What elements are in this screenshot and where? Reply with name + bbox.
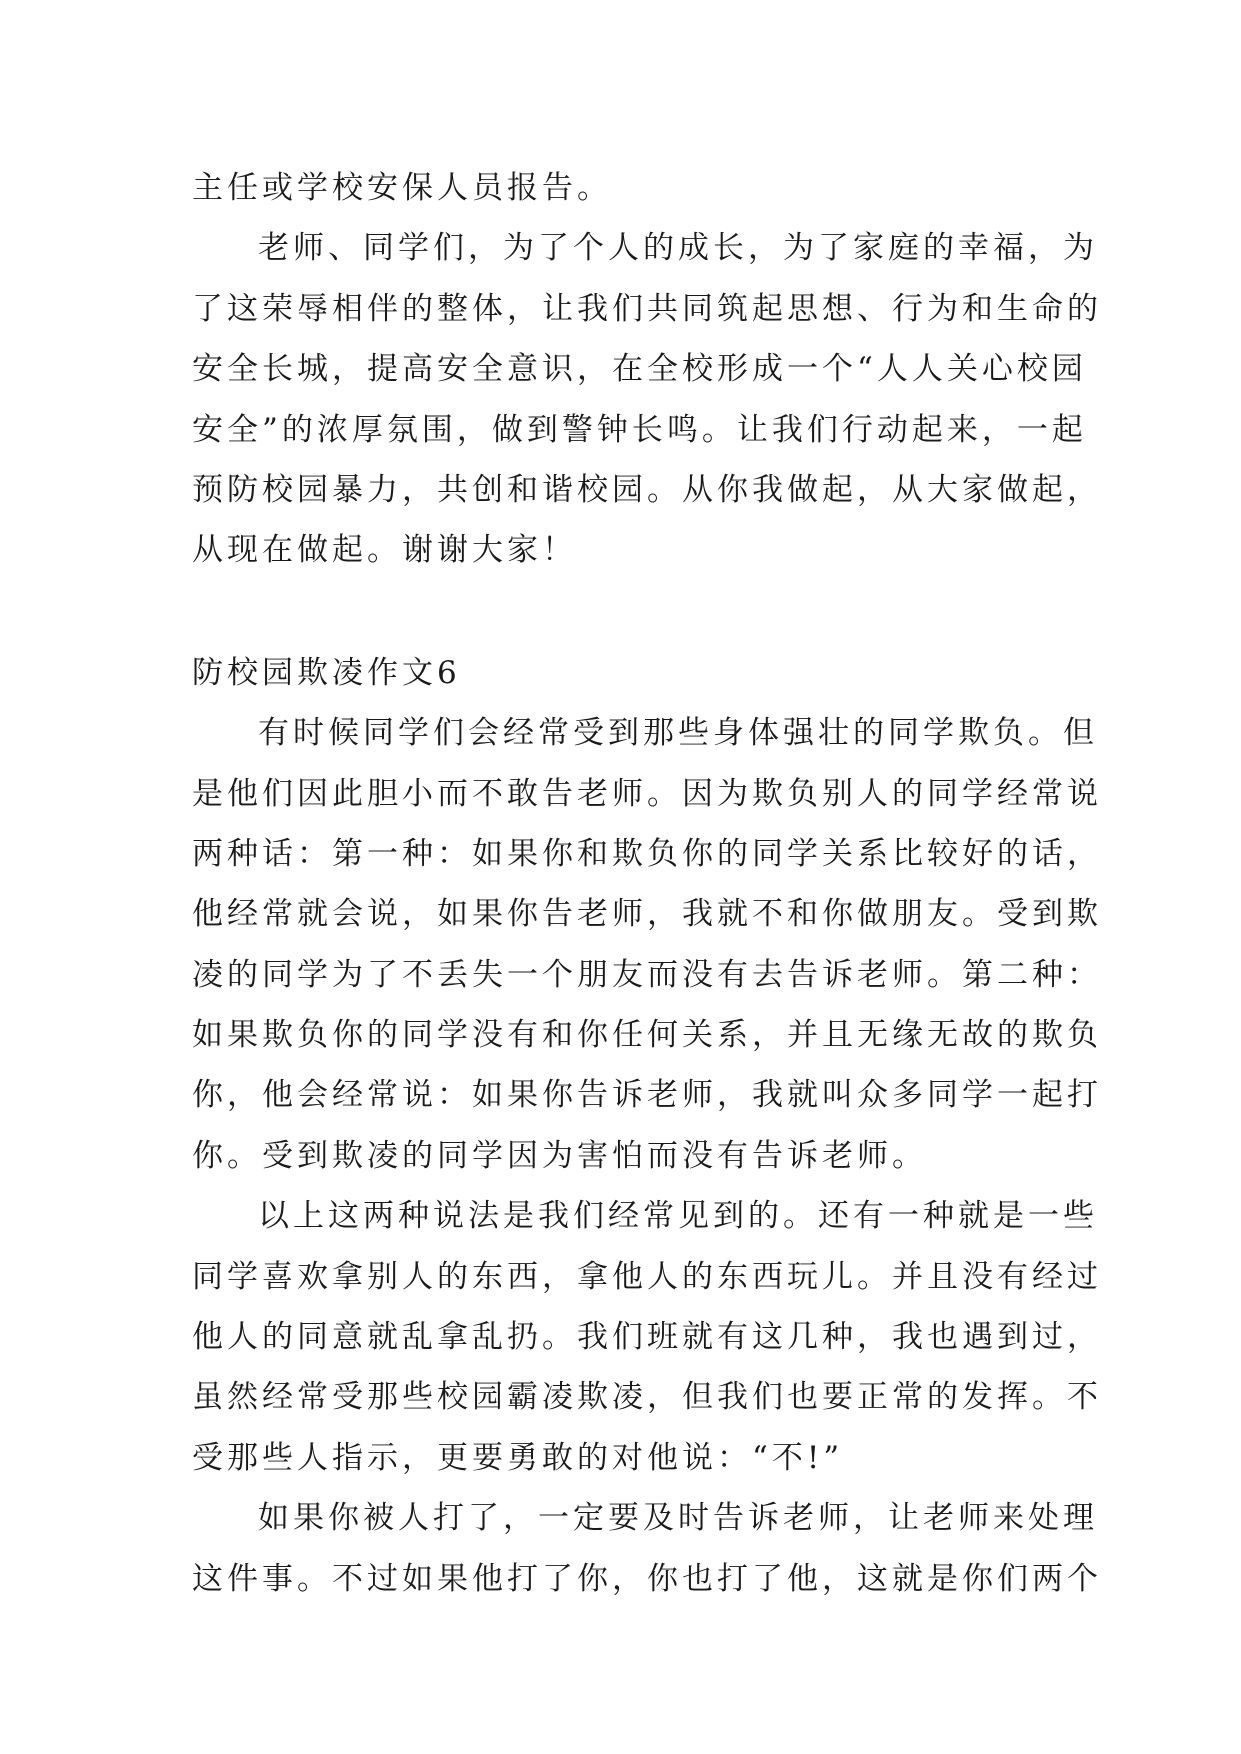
text-line: 有时候同学们会经常受到那些身体强壮的同学欺负。但 (258, 715, 1098, 752)
section-heading (192, 643, 1052, 703)
text-line: 你。受到欺凌的同学因为害怕而没有告诉老师。 (192, 1137, 927, 1174)
text-line: 安全”的浓厚氛围，做到警钟长鸣。让我们行动起来，一起 (192, 411, 1087, 448)
text-line: 从现在做起。谢谢大家！ (192, 532, 577, 569)
document-body (192, 158, 1102, 1609)
heading-text: 防校园欺凌作文6 (192, 654, 461, 691)
text-line: 预防校园暴力，共创和谐校园。从你我做起，从大家做起， (192, 471, 1102, 508)
text-line: 他人的同意就乱拿乱扔。我们班就有这几种，我也遇到过， (192, 1319, 1102, 1356)
paragraph (192, 1488, 1102, 1609)
paragraph (192, 703, 1102, 1186)
text-line: 凌的同学为了不丢失一个朋友而没有去告诉老师。第二种： (192, 956, 1102, 993)
text-line: 虽然经常受那些校园霸凌欺凌，但我们也要正常的发挥。不 (192, 1379, 1102, 1416)
paragraph (192, 1186, 1102, 1488)
text-line: 这件事。不过如果他打了你，你也打了他，这就是你们两个 (192, 1560, 1102, 1597)
text-line: 两种话：第一种：如果你和欺负你的同学关系比较好的话， (192, 835, 1102, 872)
text-line: 受那些人指示，更要勇敢的对他说：“不!” (192, 1439, 844, 1476)
text-line: 如果欺负你的同学没有和你任何关系，并且无缘无故的欺负 (192, 1017, 1102, 1054)
text-line: 他经常就会说，如果你告老师，我就不和你做朋友。受到欺 (192, 896, 1102, 933)
text-line: 是他们因此胆小而不敢告老师。因为欺负别人的同学经常说 (192, 775, 1102, 812)
text-line: 你，他会经常说：如果你告诉老师，我就叫众多同学一起打 (192, 1077, 1102, 1114)
text-line: 老师、同学们，为了个人的成长，为了家庭的幸福，为 (258, 230, 1098, 267)
text-line: 如果你被人打了，一定要及时告诉老师，让老师来处理 (258, 1500, 1098, 1537)
text-line: 主任或学校安保人员报告。 (192, 170, 612, 206)
text-line: 以上这两种说法是我们经常见到的。还有一种就是一些 (258, 1198, 1098, 1235)
paragraph (192, 218, 1102, 580)
text-line: 了这荣辱相伴的整体，让我们共同筑起思想、行为和生命的 (192, 290, 1102, 327)
paragraph (192, 158, 1052, 218)
text-line: 安全长城，提高安全意识，在全校形成一个“人人关心校园 (192, 351, 1087, 388)
text-line: 同学喜欢拿别人的东西，拿他人的东西玩儿。并且没有经过 (192, 1258, 1102, 1295)
